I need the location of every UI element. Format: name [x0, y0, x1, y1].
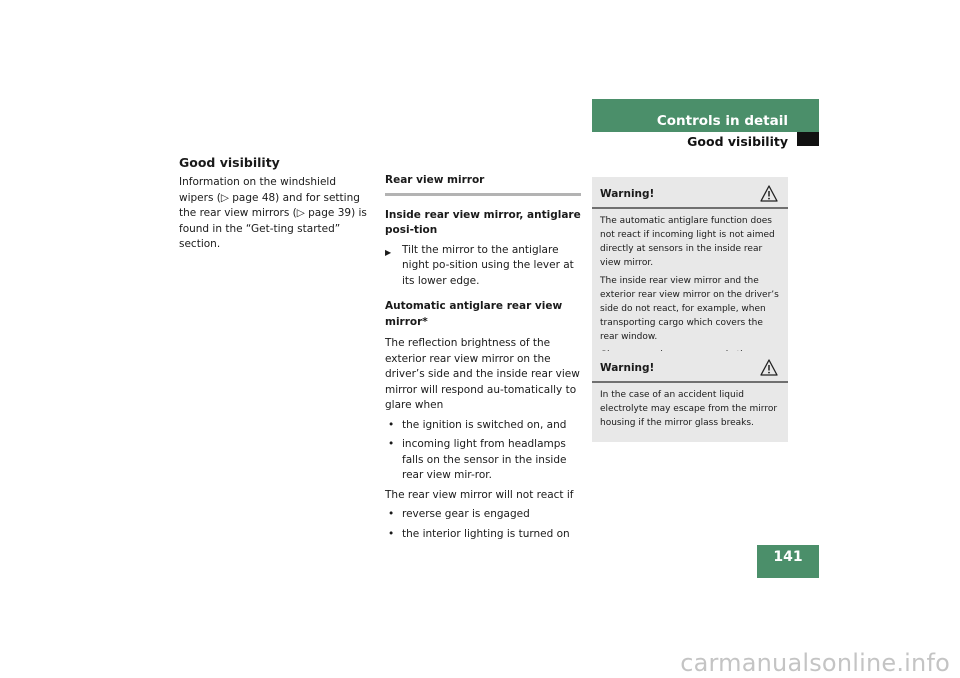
paragraph-reflection: The reflection brightness of the exterior rear view mirror on the driver’s side and the inside rear view mirror will respond au-tomatically to glare when — [385, 337, 580, 411]
header-tab-marker — [797, 132, 819, 146]
warning-title: Warning! — [600, 362, 655, 374]
warning-header — [592, 351, 788, 383]
warning-box-antiglare — [592, 177, 788, 374]
warning-triangle-icon — [760, 359, 778, 376]
list-item-text: the interior lighting is turned on — [402, 527, 570, 540]
list-item — [385, 418, 581, 434]
main-column — [385, 173, 581, 546]
warning-triangle-icon — [760, 185, 778, 202]
bullet-icon: • — [388, 527, 395, 540]
instruction-step — [385, 243, 581, 290]
list-item-text: the ignition is switched on, and — [402, 418, 567, 431]
warning-text: The inside rear view mirror and the exterior rear view mirror on the driver’s side do not react, for example, when transporting cargo which covers the rear window. — [600, 276, 779, 342]
warning-text: In the case of an accident liquid electrolyte may escape from the mirror housing if the mirror glass breaks. — [600, 390, 778, 428]
intro-column — [179, 155, 369, 253]
warning-title: Warning! — [600, 188, 655, 200]
watermark: carmanualsonline.info — [680, 649, 950, 677]
bullet-icon: • — [388, 418, 395, 431]
chapter-header: Controls in detail — [592, 99, 819, 132]
list-item — [385, 437, 581, 484]
arrow-right-icon: ▶ — [385, 247, 392, 257]
instruction-text: Tilt the mirror to the antiglare night po-sition using the lever at its lower edge. — [402, 243, 574, 287]
warning-body — [592, 383, 788, 442]
list-item-text: reverse gear is engaged — [402, 508, 530, 520]
bullet-icon: • — [388, 438, 395, 450]
list-item-text: incoming light from headlamps falls on the sensor in the inside rear view mir-ror. — [402, 438, 567, 481]
subhead-antiglare-position: Inside rear view mirror, antiglare posi-tion — [385, 208, 581, 236]
intro-text: Information on the windshield wipers (▷ page 48) and for setting the rear view mirrors (▷ page 39) is found in the “Get-ting started” section. — [179, 176, 367, 250]
bullet-icon: • — [388, 508, 395, 520]
warning-box-electrolyte — [592, 351, 788, 442]
page-title: Good visibility — [179, 155, 280, 170]
list-item — [385, 527, 581, 543]
warning-body — [592, 209, 788, 374]
page-number: 141 — [757, 545, 819, 578]
section-title-rear-view-mirror: Rear view mirror — [385, 173, 581, 196]
list-item — [385, 507, 581, 523]
section-header: Good visibility — [687, 134, 788, 149]
warning-text: The automatic antiglare function does not react if incoming light is not aimed directly at sensors in the inside rear view mirror. — [600, 216, 775, 268]
paragraph-not-react: The rear view mirror will not react if — [385, 488, 574, 501]
subhead-automatic-antiglare: Automatic antiglare rear view mirror* — [385, 300, 563, 328]
warning-header — [592, 177, 788, 209]
